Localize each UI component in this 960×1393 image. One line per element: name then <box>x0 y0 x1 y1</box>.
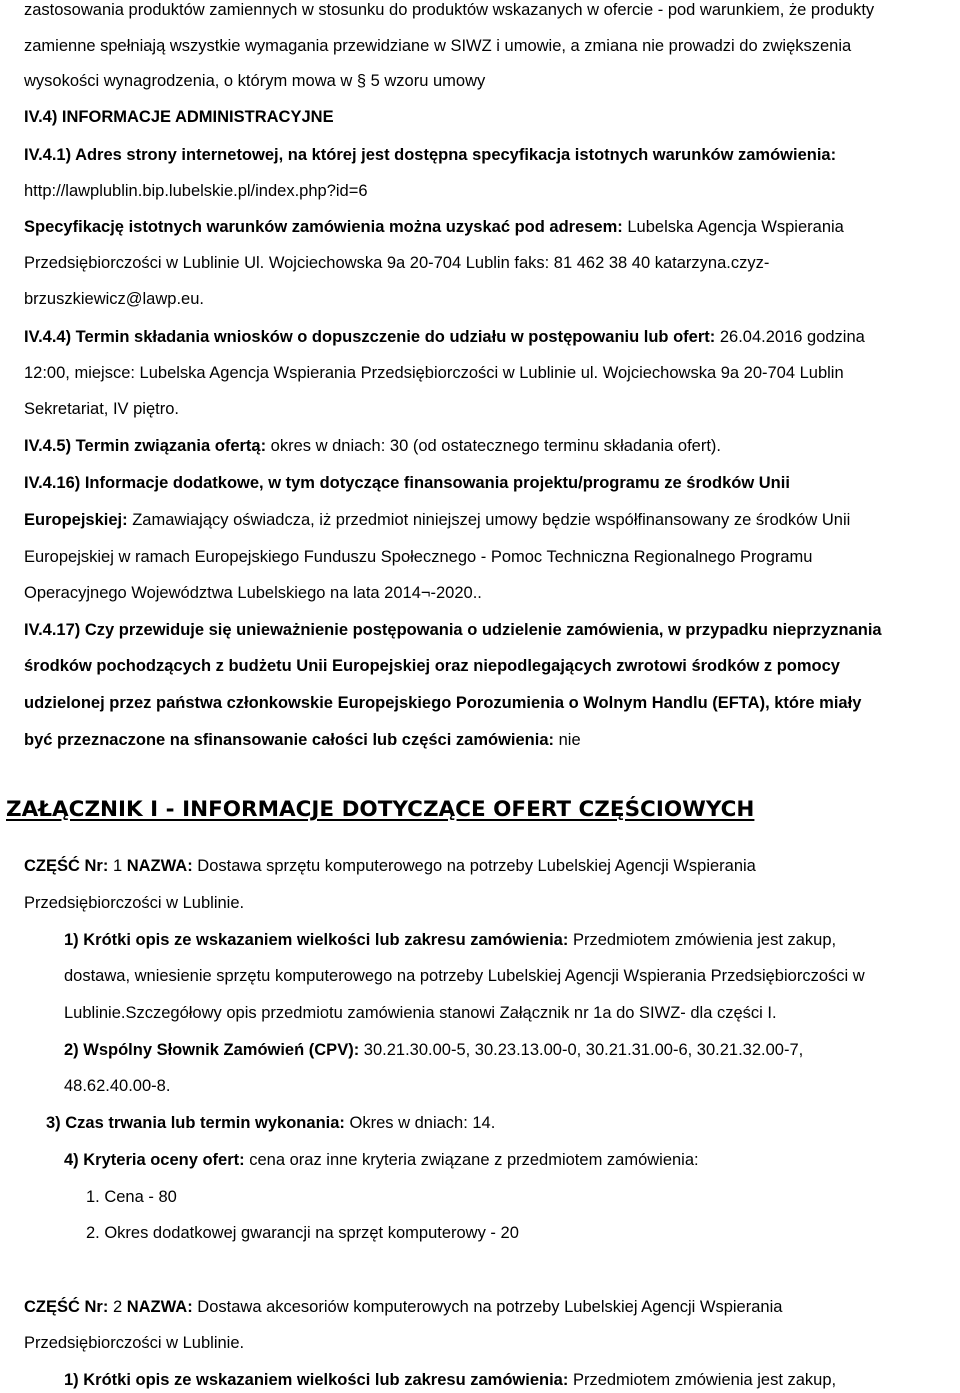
paragraph-line <box>24 253 769 273</box>
label: 1) Krótki opis ze wskazaniem wielkości lub zakresu zamówienia: <box>64 1371 569 1389</box>
label: 4) Kryteria oceny ofert: <box>64 1151 245 1169</box>
paragraph-line <box>24 693 861 713</box>
part-1-item-3 <box>46 1113 495 1133</box>
label: Europejskiej: <box>24 511 128 529</box>
label: IV.4.1) Adres strony internetowej, na której jest dostępna specyfikacja istotnych warunków zamówienia: <box>24 146 837 164</box>
text: Lublinie.Szczegółowy opis przedmiotu zamówienia stanowi Załącznik nr 1a do SIWZ- dla części I. <box>64 1004 777 1022</box>
part-1-header <box>24 856 756 876</box>
paragraph-line <box>64 966 865 986</box>
label: NAZWA: <box>126 1298 193 1316</box>
text: 2. Okres dodatkowej gwarancji na sprzęt komputerowy - 20 <box>86 1224 519 1242</box>
text: Operacyjnego Województwa Lubelskiego na lata 2014¬-2020.. <box>24 584 482 602</box>
paragraph-line <box>24 893 244 913</box>
part-1-item-2 <box>64 1040 803 1060</box>
section-iv-4-16 <box>24 473 790 493</box>
spec-url-line <box>24 181 368 201</box>
text: zamienne spełniają wszystkie wymagania przewidziane w SIWZ i umowie, a zmiana nie prowadzi do zwiększenia <box>24 37 852 55</box>
section-heading-text: IV.4) INFORMACJE ADMINISTRACYJNE <box>24 108 334 126</box>
value: Zamawiający oświadcza, iż przedmiot niniejszej umowy będzie współfinansowany ze środków Unii <box>132 511 851 529</box>
part-2-item-1 <box>64 1370 836 1390</box>
text: dostawa, wniesienie sprzętu komputerowego na potrzeby Lubelskiej Agencji Wspierania Przedsiębiorczości w <box>64 967 865 985</box>
paragraph-line <box>24 0 874 20</box>
spec-address-line <box>24 217 844 237</box>
criterion-item <box>86 1187 177 1207</box>
section-heading <box>24 107 334 127</box>
label: CZĘŚĆ Nr: <box>24 857 109 875</box>
text: Europejskiej w ramach Europejskiego Funduszu Społecznego - Pomoc Techniczna Regionalnego Programu <box>24 548 813 566</box>
label: być przeznaczone na sfinansowanie całości lub części zamówienia: <box>24 731 555 749</box>
annex-title: ZAŁĄCZNIK I - INFORMACJE DOTYCZĄCE OFERT CZĘŚCIOWYCH <box>6 797 755 822</box>
value: 26.04.2016 godzina <box>719 328 865 346</box>
label: 2) Wspólny Słownik Zamówień (CPV): <box>64 1041 360 1059</box>
label: CZĘŚĆ Nr: <box>24 1298 109 1316</box>
value: nie <box>558 731 581 749</box>
value: Dostawa akcesoriów komputerowych na potrzeby Lubelskiej Agencji Wspierania <box>197 1298 783 1316</box>
text: zastosowania produktów zamiennych w stosunku do produktów wskazanych w ofercie - pod warunkiem, że produkty <box>24 1 875 19</box>
text: wysokości wynagrodzenia, o którym mowa w § 5 wzoru umowy <box>24 72 486 90</box>
value: 1 <box>112 857 123 875</box>
text: 12:00, miejsce: Lubelska Agencja Wspierania Przedsiębiorczości w Lublinie ul. Wojciechowska 9a 20-704 Lublin <box>24 364 844 382</box>
paragraph-line <box>24 583 482 603</box>
paragraph-line <box>64 1003 777 1023</box>
paragraph-line <box>24 36 851 56</box>
value: cena oraz inne kryteria związane z przedmiotem zamówienia: <box>249 1151 699 1169</box>
part-1-item-4 <box>64 1150 699 1170</box>
paragraph-line <box>24 363 844 383</box>
label: IV.4.16) Informacje dodatkowe, w tym dotyczące finansowania projektu/programu ze środków Unii <box>24 474 790 492</box>
text: 48.62.40.00-8. <box>64 1077 171 1095</box>
part-2-header <box>24 1297 782 1317</box>
text: Przedsiębiorczości w Lublinie. <box>24 1334 245 1352</box>
label: 3) Czas trwania lub termin wykonania: <box>46 1114 345 1132</box>
value: Przedmiotem zmówienia jest zakup, <box>572 1371 837 1389</box>
text: brzuszkiewicz@lawp.eu. <box>24 290 204 308</box>
paragraph-line <box>24 399 179 419</box>
part-1-item-1 <box>64 930 836 950</box>
label: Specyfikację istotnych warunków zamówienia można uzyskać pod adresem: <box>24 218 623 236</box>
paragraph-line <box>24 71 485 91</box>
text: 1. Cena - 80 <box>86 1188 177 1206</box>
criterion-item <box>86 1223 519 1243</box>
section-iv-4-17 <box>24 620 882 640</box>
value: Przedmiotem zmówienia jest zakup, <box>572 931 837 949</box>
label: IV.4.5) Termin związania ofertą: <box>24 437 267 455</box>
label: 1) Krótki opis ze wskazaniem wielkości lub zakresu zamówienia: <box>64 931 569 949</box>
paragraph-line <box>24 656 840 676</box>
spec-url: http://lawplublin.bip.lubelskie.pl/index.php?id=6 <box>24 182 368 200</box>
paragraph-line <box>24 547 812 567</box>
value: Lubelska Agencja Wspierania <box>627 218 844 236</box>
value: Okres w dniach: 14. <box>349 1114 496 1132</box>
label: IV.4.4) Termin składania wniosków o dopuszczenie do udziału w postępowaniu lub ofert: <box>24 328 716 346</box>
paragraph-line <box>24 730 581 750</box>
value: 2 <box>112 1298 123 1316</box>
value: Dostawa sprzętu komputerowego na potrzeby Lubelskiej Agencji Wspierania <box>197 857 756 875</box>
text: Przedsiębiorczości w Lublinie. <box>24 894 245 912</box>
label: IV.4.17) Czy przewiduje się unieważnienie postępowania o udzielenie zamówienia, w przypadku nieprzyznania <box>24 621 882 639</box>
text: Sekretariat, IV piętro. <box>24 400 179 418</box>
paragraph-line <box>24 1333 244 1353</box>
label: NAZWA: <box>126 857 193 875</box>
section-iv-4-5 <box>24 436 721 456</box>
paragraph-line <box>64 1076 170 1096</box>
section-iv-4-4 <box>24 327 865 347</box>
section-iv-4-1 <box>24 145 836 165</box>
value: 30.21.30.00-5, 30.23.13.00-0, 30.21.31.00-6, 30.21.32.00-7, <box>363 1041 804 1059</box>
label: udzielonej przez państwa członkowskie Europejskiego Porozumienia o Wolnym Handlu (EFTA), które miały <box>24 694 862 712</box>
value: okres w dniach: 30 (od ostatecznego terminu składania ofert). <box>270 437 721 455</box>
label: środków pochodzących z budżetu Unii Europejskiej oraz niepodlegających zwrotowi środków z pomocy <box>24 657 840 675</box>
paragraph-line <box>24 510 850 530</box>
text: Przedsiębiorczości w Lublinie Ul. Wojciechowska 9a 20-704 Lublin faks: 81 462 38 40 katarzyna.czyz- <box>24 254 770 272</box>
paragraph-line <box>24 289 204 309</box>
